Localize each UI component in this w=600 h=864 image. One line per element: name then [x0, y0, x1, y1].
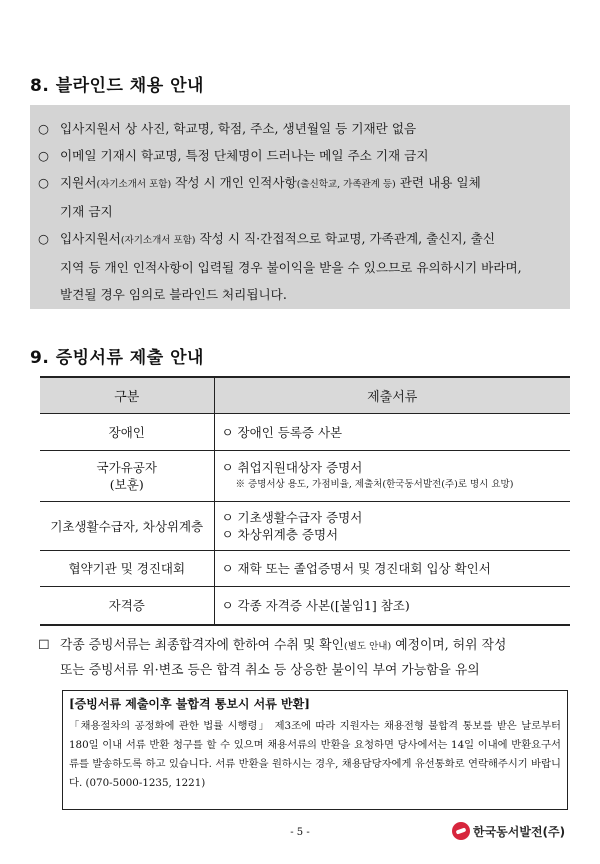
blind-item-continued: 발견될 경우 임의로 블라인드 처리됩니다. — [60, 287, 287, 302]
submission-notice: ☐ 각종 증빙서류는 최종합격자에 한하여 수취 및 확인(별도 안내) 예정이며, 허위 작성 또는 증빙서류 위·변조 등은 합격 취소 등 상응한 불이익 부여 가능함을 유의 — [38, 634, 570, 683]
blind-item: ○ 이메일 기재시 학교명, 특정 단체명이 드러나는 메일 주소 기재 금지 — [38, 142, 560, 169]
blind-hiring-box — [30, 105, 570, 309]
documents-cell: ㅇ 취업지원대상자 증명서 ※ 증명서상 용도, 가점비율, 제출처(한국동서발전(주)로 명시 요망) — [214, 451, 570, 502]
company-logo — [452, 822, 565, 840]
documents-cell: ㅇ 기초생활수급자 증명서 ㅇ 차상위계층 증명서 — [214, 502, 570, 551]
kewp-emblem-icon — [452, 822, 470, 840]
column-header-category: 구분 — [40, 377, 214, 414]
category-cell: 국가유공자 (보훈) — [40, 451, 214, 502]
section-9-title: 9. 증빙서류 제출 안내 — [30, 348, 204, 368]
table-row — [40, 414, 570, 451]
table-row — [40, 502, 570, 551]
blind-item-continued: 기재 금지 — [60, 204, 113, 219]
documents-table — [40, 376, 570, 626]
circle-bullet-icon: ○ — [38, 121, 49, 136]
blind-item: ○ 입사지원서(자기소개서 포함) 작성 시 직·간접적으로 학교명, 가족관계, 출신지, 출신 — [38, 225, 560, 254]
circle-bullet-icon: ○ — [38, 175, 49, 190]
blind-item-continued: 지역 등 개인 인적사항이 입력될 경우 불이익을 받을 수 있으므로 유의하시기 바라며, — [60, 260, 522, 275]
blind-item: ○ 입사지원서 상 사진, 학교명, 학점, 주소, 생년월일 등 기재란 없음 — [38, 115, 560, 142]
checkbox-square-icon: ☐ — [38, 638, 50, 653]
documents-cell: ㅇ 재학 또는 졸업증명서 및 경진대회 입상 확인서 — [214, 551, 570, 587]
return-box-title: [증빙서류 제출이후 불합격 통보시 서류 반환] — [69, 697, 310, 711]
category-cell: 자격증 — [40, 587, 214, 626]
category-cell: 기초생활수급자, 차상위계층 — [40, 502, 214, 551]
documents-cell: ㅇ 각종 자격증 사본([붙임1] 참조) — [214, 587, 570, 626]
document-return-box — [62, 690, 568, 810]
category-cell: 협약기관 및 경진대회 — [40, 551, 214, 587]
circle-bullet-icon: ○ — [38, 231, 49, 246]
documents-cell: ㅇ 장애인 등록증 사본 — [214, 414, 570, 451]
blind-item: ○ 지원서(자기소개서 포함) 작성 시 개인 인적사항(출신학교, 가족관계 등) 관련 내용 일체 — [38, 169, 560, 198]
table-row — [40, 551, 570, 587]
table-header-row — [40, 377, 570, 414]
return-box-body: 「채용절차의 공정화에 관한 법률 시행령」 제3조에 따라 지원자는 채용전형 불합격 통보를 받은 날로부터 180일 이내 서류 반환 청구를 할 수 있으며 채용서류의 반환을 요청하면 당사에서는 14일 이내에 반환요구서류를 발송하도록 하고 있습니다. 서류 반환을 원하시는 경우, 채용담당자에게 유선통화로 연락해주시기 바랍니다. (070-5000-1235, 1221) — [69, 720, 561, 789]
category-cell: 장애인 — [40, 414, 214, 451]
table-row — [40, 451, 570, 502]
table-note: ※ 증명서상 용도, 가점비율, 제출처(한국동서발전(주)로 명시 요망) — [235, 479, 514, 490]
company-logo-text: 한국동서발전(주) — [473, 824, 566, 839]
circle-bullet-icon: ○ — [38, 148, 49, 163]
page-number: - 5 - — [290, 827, 310, 838]
section-8-title: 8. 블라인드 채용 안내 — [30, 76, 204, 96]
column-header-documents: 제출서류 — [214, 377, 570, 414]
table-row — [40, 587, 570, 626]
